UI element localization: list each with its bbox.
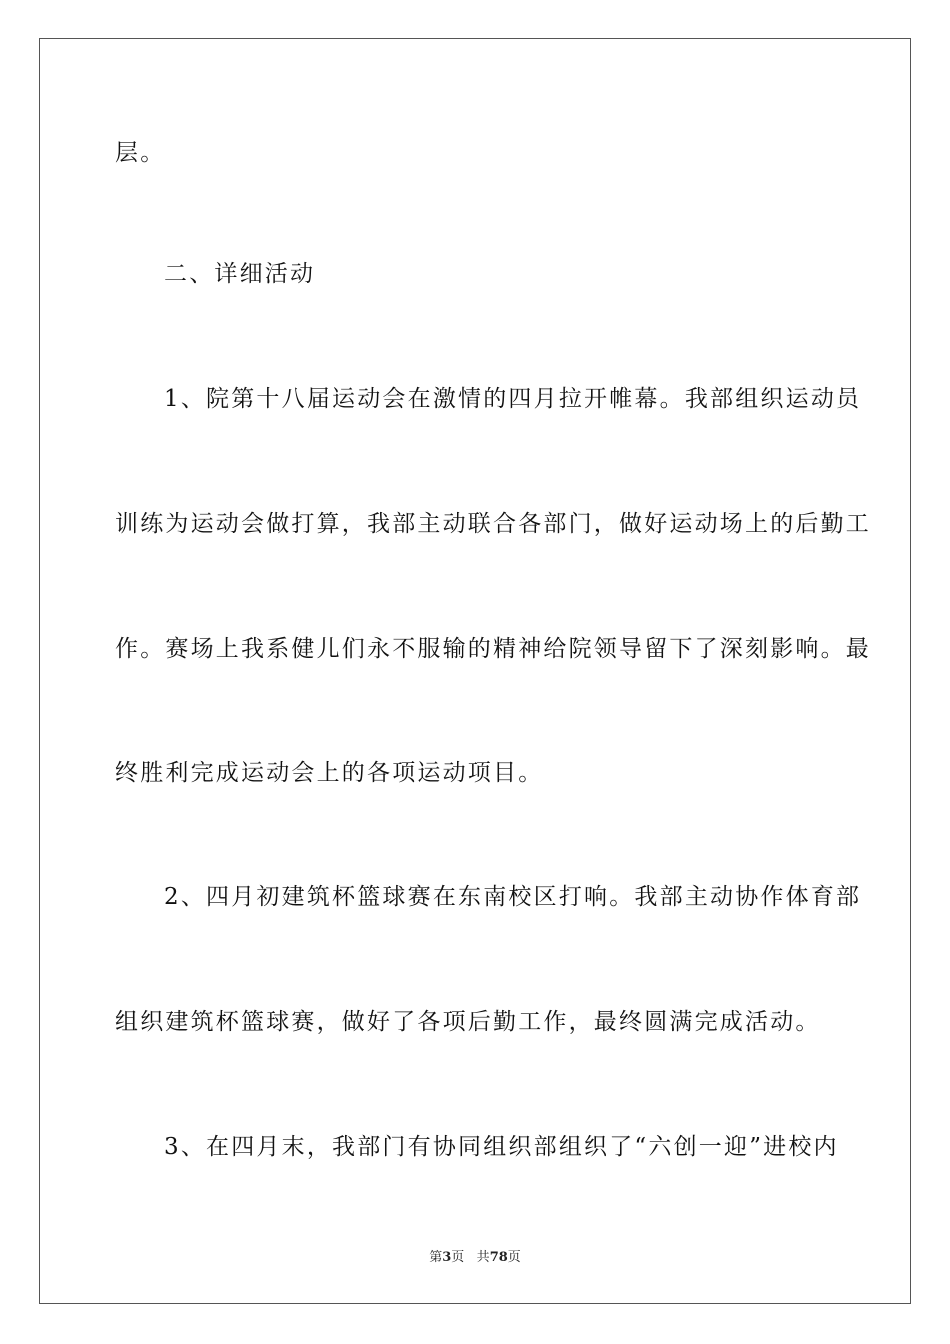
text-line-8: 组织建筑杯篮球赛，做好了各项后勤工作，最终圆满完成活动。	[115, 1009, 821, 1035]
total-pages: 78	[489, 1250, 508, 1265]
page-prefix: 第	[429, 1250, 443, 1265]
total-suffix: 页	[507, 1250, 521, 1265]
text-line-6: 终胜利完成运动会上的各项运动项目。	[115, 760, 544, 786]
page-suffix: 页	[451, 1250, 465, 1265]
total-prefix: 共	[476, 1250, 490, 1265]
page-footer	[0, 1246, 950, 1265]
section-heading: 二、详细活动	[164, 261, 316, 287]
text-line-4: 训练为运动会做打算，我部主动联合各部门，做好运动场上的后勤工	[115, 511, 871, 537]
text-line-3: 1、院第十八届运动会在激情的四月拉开帷幕。我部组织运动员	[164, 386, 862, 412]
page-border	[39, 38, 911, 1304]
text-line-5: 作。赛场上我系健儿们永不服输的精神给院领导留下了深刻影响。最	[115, 636, 871, 662]
text-line-9: 3、在四月末，我部门有协同组织部组织了“六创一迎”进校内	[164, 1134, 839, 1160]
text-line-1: 层。	[115, 140, 166, 166]
text-line-7: 2、四月初建筑杯篮球赛在东南校区打响。我部主动协作体育部	[164, 884, 862, 910]
page-number: 3	[442, 1250, 452, 1265]
